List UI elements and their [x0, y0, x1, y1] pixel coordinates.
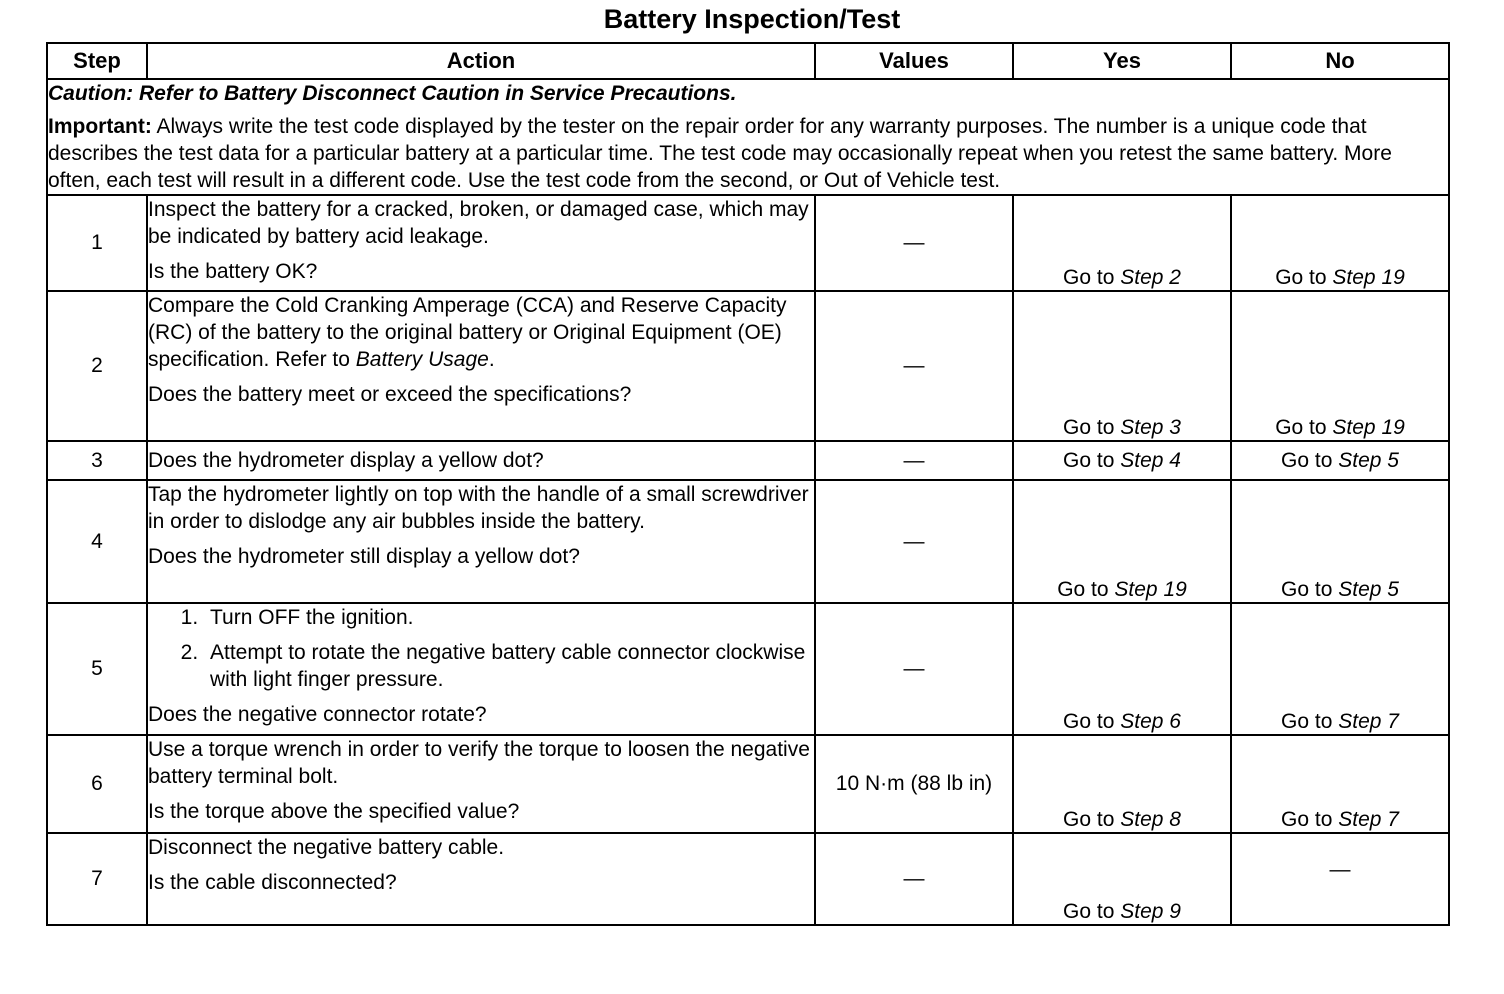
step-word: Step: [1120, 710, 1164, 733]
table-row: [47, 480, 1449, 603]
action-cell: [147, 603, 815, 735]
table-row: [47, 833, 1449, 925]
no-step-ref: 7: [1387, 808, 1399, 831]
substep-item: 1. Turn OFF the ignition.: [204, 604, 814, 631]
action-cell: [147, 735, 815, 833]
table-row: [47, 441, 1449, 480]
header-step: Step: [47, 43, 147, 79]
yes-cell: [1013, 735, 1231, 833]
value-cell: —: [815, 480, 1013, 603]
action-text: Disconnect the negative battery cable.: [148, 836, 505, 859]
step-number: 3: [47, 441, 147, 480]
step-number: 7: [47, 833, 147, 925]
no-cell: [1231, 291, 1449, 441]
step-word: Step: [1120, 266, 1164, 289]
value-cell: 10 N·m (88 lb in): [815, 735, 1013, 833]
step-word: Step: [1338, 808, 1382, 831]
no-step-ref: 5: [1387, 578, 1399, 601]
step-word: Step: [1114, 578, 1158, 601]
table-row: [47, 291, 1449, 441]
yes-step-ref: 3: [1169, 416, 1181, 439]
table-row: [47, 603, 1449, 735]
header-yes: Yes: [1013, 43, 1231, 79]
yes-step-ref: 2: [1169, 266, 1181, 289]
action-cell: [147, 833, 815, 925]
step-word: Step: [1332, 266, 1376, 289]
yes-step-ref: 4: [1169, 448, 1181, 472]
goto-prefix: Go to: [1063, 448, 1121, 472]
action-cell: [147, 195, 815, 291]
action-text: Use a torque wrench in order to verify the torque to loosen the negative battery terminal bolt.: [148, 738, 810, 788]
no-cell: [1231, 735, 1449, 833]
value-cell: —: [815, 195, 1013, 291]
question-text: Is the cable disconnected?: [148, 871, 397, 894]
goto-prefix: Go to: [1275, 416, 1333, 439]
action-cell: [147, 480, 815, 603]
no-step-ref: 19: [1381, 266, 1405, 289]
goto-prefix: Go to: [1063, 266, 1121, 289]
yes-step-ref: 19: [1163, 578, 1187, 601]
yes-step-ref: 8: [1169, 808, 1181, 831]
action-text: Tap the hydrometer lightly on top with the handle of a small screwdriver in order to dislodge any air bubbles inside the battery.: [148, 483, 809, 533]
question-text: Is the torque above the specified value?: [148, 800, 520, 823]
action-text: Inspect the battery for a cracked, broken, or damaged case, which may be indicated by battery acid leakage.: [148, 198, 809, 248]
yes-cell: [1013, 195, 1231, 291]
step-number: 5: [47, 603, 147, 735]
goto-prefix: Go to: [1281, 808, 1339, 831]
no-cell: [1231, 480, 1449, 603]
substep-list: [148, 604, 814, 693]
question-text: Does the negative connector rotate?: [148, 703, 487, 726]
step-word: Step: [1120, 416, 1164, 439]
reference-link[interactable]: Battery Usage: [355, 348, 489, 371]
question-text: Is the battery OK?: [148, 260, 318, 283]
table-row: [47, 195, 1449, 291]
no-step-ref: 5: [1387, 448, 1399, 472]
step-number: 1: [47, 195, 147, 291]
value-cell: —: [815, 441, 1013, 480]
no-step-ref: 7: [1387, 710, 1399, 733]
inspection-table: [46, 42, 1450, 926]
step-word: Step: [1338, 710, 1382, 733]
step-word: Step: [1338, 578, 1382, 601]
action-text: [148, 292, 814, 373]
action-text-part: Compare the Cold Cranking Amperage (CCA) and Reserve Capacity (RC) of the battery to the original battery or Original Equipment (OE) specification. Refer to: [148, 294, 787, 371]
yes-cell: [1013, 603, 1231, 735]
important-note: [48, 113, 1448, 194]
yes-step-ref: 9: [1169, 900, 1181, 923]
header-values: Values: [815, 43, 1013, 79]
no-cell: —: [1231, 833, 1449, 925]
no-cell: [1231, 195, 1449, 291]
header-row: [47, 43, 1449, 79]
no-cell: [1231, 603, 1449, 735]
goto-prefix: Go to: [1281, 710, 1339, 733]
step-word: Step: [1120, 900, 1164, 923]
goto-prefix: Go to: [1063, 416, 1121, 439]
action-cell: [147, 291, 815, 441]
value-cell: —: [815, 291, 1013, 441]
goto-prefix: Go to: [1275, 266, 1333, 289]
substep-item: 2. Attempt to rotate the negative battery cable connector clockwise with light finger pressure.: [204, 639, 814, 693]
question-text: Does the battery meet or exceed the specifications?: [148, 383, 632, 406]
yes-cell: [1013, 833, 1231, 925]
step-word: Step: [1120, 448, 1164, 472]
no-step-ref: 19: [1381, 416, 1405, 439]
step-word: Step: [1332, 416, 1376, 439]
goto-prefix: Go to: [1063, 808, 1121, 831]
important-text: Always write the test code displayed by the tester on the repair order for any warranty purposes. The number is a unique code that describes the test data for a particular battery at a particular time. The test code may occasionally repeat when you retest the same battery. More often, each test will result in a different code. Use the test code from the second, or Out of Vehicle test.: [48, 115, 1392, 192]
yes-step-ref: 6: [1169, 710, 1181, 733]
step-word: Step: [1338, 448, 1382, 472]
goto-prefix: Go to: [1057, 578, 1115, 601]
value-cell: —: [815, 603, 1013, 735]
header-action: Action: [147, 43, 815, 79]
goto-prefix: Go to: [1281, 448, 1339, 472]
no-cell: [1231, 441, 1449, 480]
value-cell: —: [815, 833, 1013, 925]
table-row: [47, 735, 1449, 833]
goto-prefix: Go to: [1281, 578, 1339, 601]
intro-row: [47, 79, 1449, 195]
goto-prefix: Go to: [1063, 710, 1121, 733]
step-number: 2: [47, 291, 147, 441]
header-no: No: [1231, 43, 1449, 79]
step-number: 6: [47, 735, 147, 833]
step-word: Step: [1120, 808, 1164, 831]
yes-cell: [1013, 480, 1231, 603]
important-label: Important:: [48, 115, 152, 138]
action-text-part: .: [488, 348, 495, 371]
action-cell: [147, 441, 815, 480]
caution-text: Caution: Refer to Battery Disconnect Caution in Service Precautions.: [48, 82, 737, 105]
yes-cell: [1013, 291, 1231, 441]
question-text: Does the hydrometer display a yellow dot?: [148, 449, 544, 472]
goto-prefix: Go to: [1063, 900, 1121, 923]
yes-cell: [1013, 441, 1231, 480]
step-number: 4: [47, 480, 147, 603]
page-title: Battery Inspection/Test: [603, 4, 901, 34]
intro-cell: [47, 79, 1449, 195]
question-text: Does the hydrometer still display a yellow dot?: [148, 545, 580, 568]
